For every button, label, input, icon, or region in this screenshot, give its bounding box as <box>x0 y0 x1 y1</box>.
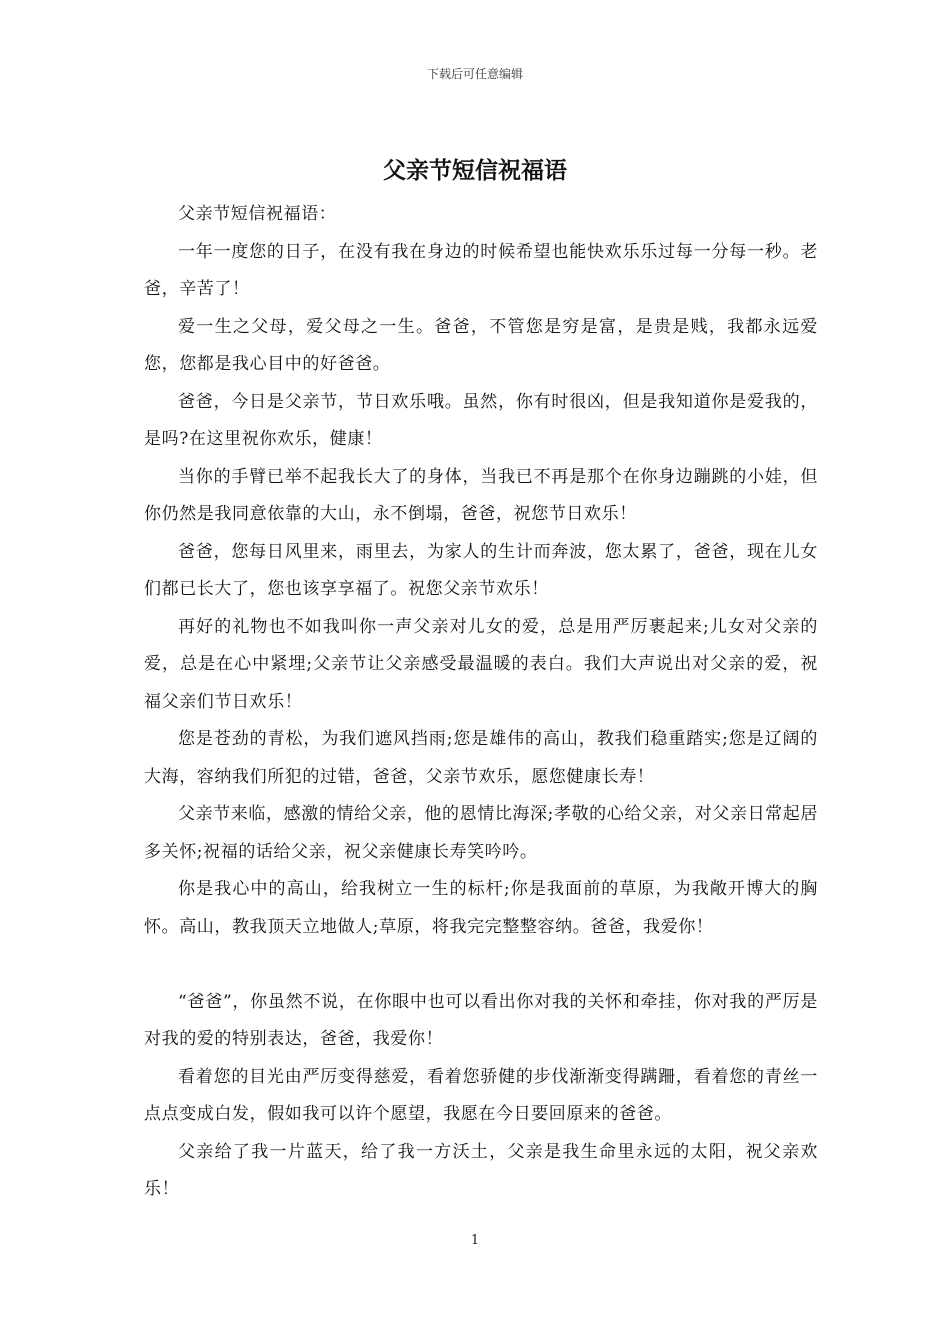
paragraph: 看着您的目光由严厉变得慈爱，看着您骄健的步伐渐渐变得蹒跚，看着您的青丝一点点变成白发，假如我可以许个愿望，我愿在今日要回原来的爸爸。 <box>144 1066 818 1124</box>
paragraph: 再好的礼物也不如我叫你一声父亲对儿女的爱，总是用严厉裹起来;儿女对父亲的爱，总是在心中紧埋;父亲节让父亲感受最温暖的表白。我们大声说出对父亲的爱，祝福父亲们节日欢乐！ <box>144 616 818 712</box>
paragraph: 父亲给了我一片蓝天，给了我一方沃土，父亲是我生命里永远的太阳，祝父亲欢乐！ <box>144 1141 818 1199</box>
paragraph: 爸爸，您每日风里来，雨里去，为家人的生计而奔波，您太累了，爸爸，现在儿女们都已长大了，您也该享享福了。祝您父亲节欢乐！ <box>144 541 818 599</box>
paragraph: 一年一度您的日子，在没有我在身边的时候希望也能快欢乐乐过每一分每一秒。老爸，辛苦了！ <box>144 241 818 299</box>
paragraph: 您是苍劲的青松，为我们遮风挡雨;您是雄伟的高山，教我们稳重踏实;您是辽阔的大海，容纳我们所犯的过错，爸爸，父亲节欢乐，愿您健康长寿！ <box>144 729 818 787</box>
blank-line <box>144 946 818 984</box>
header-note: 下载后可任意编辑 <box>426 67 523 81</box>
document-body <box>144 196 818 1209</box>
paragraph: 爸爸，今日是父亲节，节日欢乐哦。虽然，你有时很凶，但是我知道你是爱我的，是吗?在这里祝你欢乐，健康！ <box>144 391 818 449</box>
paragraph: 当你的手臂已举不起我长大了的身体，当我已不再是那个在你身边蹦跳的小娃，但你仍然是我同意依靠的大山，永不倒塌，爸爸，祝您节日欢乐！ <box>144 466 818 524</box>
paragraph: 你是我心中的高山，给我树立一生的标杆;你是我面前的草原，为我敞开博大的胸怀。高山，教我顶天立地做人;草原，将我完完整整容纳。爸爸，我爱你！ <box>144 879 818 937</box>
paragraph: “爸爸”，你虽然不说，在你眼中也可以看出你对我的关怀和牵挂，你对我的严厉是对我的爱的特别表达，爸爸，我爱你！ <box>144 991 818 1049</box>
paragraph-intro: 父亲节短信祝福语： <box>178 204 337 224</box>
paragraph: 爱一生之父母，爱父母之一生。爸爸，不管您是穷是富，是贵是贱，我都永远爱您，您都是我心目中的好爸爸。 <box>144 316 818 374</box>
paragraph: 父亲节来临，感激的情给父亲，他的恩情比海深;孝敬的心给父亲，对父亲日常起居多关怀;祝福的话给父亲，祝父亲健康长寿笑吟吟。 <box>144 804 818 862</box>
document-title: 父亲节短信祝福语 <box>383 157 567 184</box>
page-number: 1 <box>470 1233 480 1248</box>
